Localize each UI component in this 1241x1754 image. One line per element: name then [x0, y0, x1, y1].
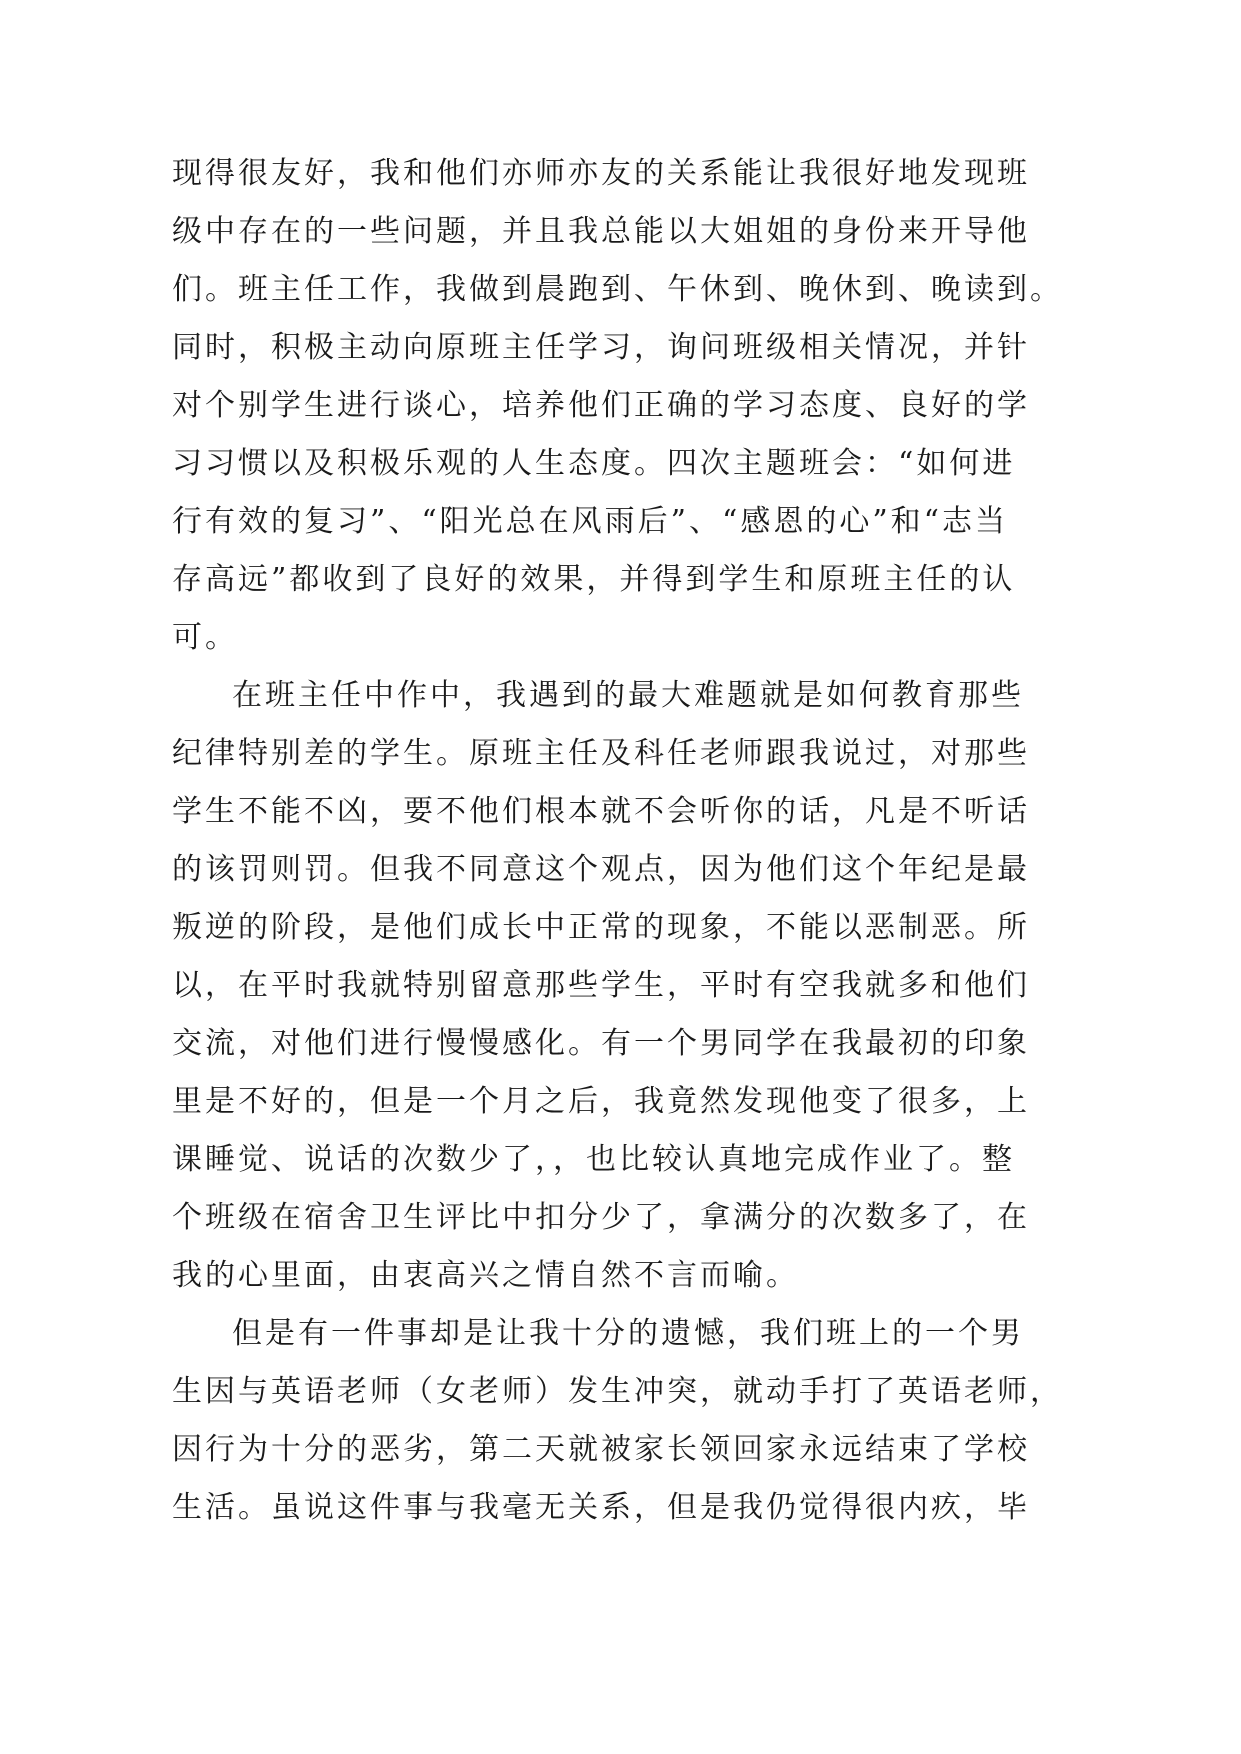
text-line: 因行为十分的恶劣，第二天就被家长领回家永远结束了学校 — [172, 1432, 1030, 1467]
text-line: 现得很友好，我和他们亦师亦友的关系能让我很好地发现班 — [172, 156, 1030, 191]
text-line: 存高远”都收到了良好的效果，并得到学生和原班主任的认 — [172, 562, 1016, 597]
text-line: 生活。虽说这件事与我毫无关系，但是我仍觉得很内疚，毕 — [172, 1490, 1030, 1525]
text-line: 纪律特别差的学生。原班主任及科任老师跟我说过，对那些 — [172, 736, 1030, 771]
text-line: 的该罚则罚。但我不同意这个观点，因为他们这个年纪是最 — [172, 852, 1030, 887]
text-line: 生因与英语老师（女老师）发生冲突，就动手打了英语老师， — [172, 1374, 1063, 1409]
text-line: 叛逆的阶段，是他们成长中正常的现象，不能以恶制恶。所 — [172, 910, 1030, 945]
text-line: 习习惯以及积极乐观的人生态度。四次主题班会：“如何进 — [172, 446, 1016, 481]
text-line: 交流，对他们进行慢慢感化。有一个男同学在我最初的印象 — [172, 1026, 1030, 1061]
text-line-first: 在班主任中作中，我遇到的最大难题就是如何教育那些 — [232, 678, 1024, 713]
text-line: 里是不好的，但是一个月之后，我竟然发现他变了很多，上 — [172, 1084, 1030, 1119]
body-text — [172, 145, 1063, 1537]
text-line: 级中存在的一些问题，并且我总能以大姐姐的身份来开导他 — [172, 214, 1030, 249]
text-line: 同时，积极主动向原班主任学习，询问班级相关情况，并针 — [172, 330, 1030, 365]
text-line: 可。 — [172, 620, 238, 655]
text-line-first: 但是有一件事却是让我十分的遗憾，我们班上的一个男 — [232, 1316, 1024, 1351]
paragraph-1 — [172, 145, 1063, 667]
text-line: 对个别学生进行谈心，培养他们正确的学习态度、良好的学 — [172, 388, 1030, 423]
text-line: 学生不能不凶，要不他们根本就不会听你的话，凡是不听话 — [172, 794, 1030, 829]
text-line: 以，在平时我就特别留意那些学生，平时有空我就多和他们 — [172, 968, 1030, 1003]
paragraph-2 — [172, 667, 1030, 1305]
text-line: 个班级在宿舍卫生评比中扣分少了，拿满分的次数多了，在 — [172, 1200, 1030, 1235]
paragraph-3 — [172, 1305, 1063, 1537]
text-line: 们。班主任工作，我做到晨跑到、午休到、晚休到、晚读到。 — [172, 272, 1063, 307]
text-line: 行有效的复习”、“阳光总在风雨后”、“感恩的心”和“志当 — [172, 504, 1009, 539]
text-line: 课睡觉、说话的次数少了，，也比较认真地完成作业了。整 — [172, 1142, 1015, 1177]
text-line: 我的心里面，由衷高兴之情自然不言而喻。 — [172, 1258, 799, 1293]
